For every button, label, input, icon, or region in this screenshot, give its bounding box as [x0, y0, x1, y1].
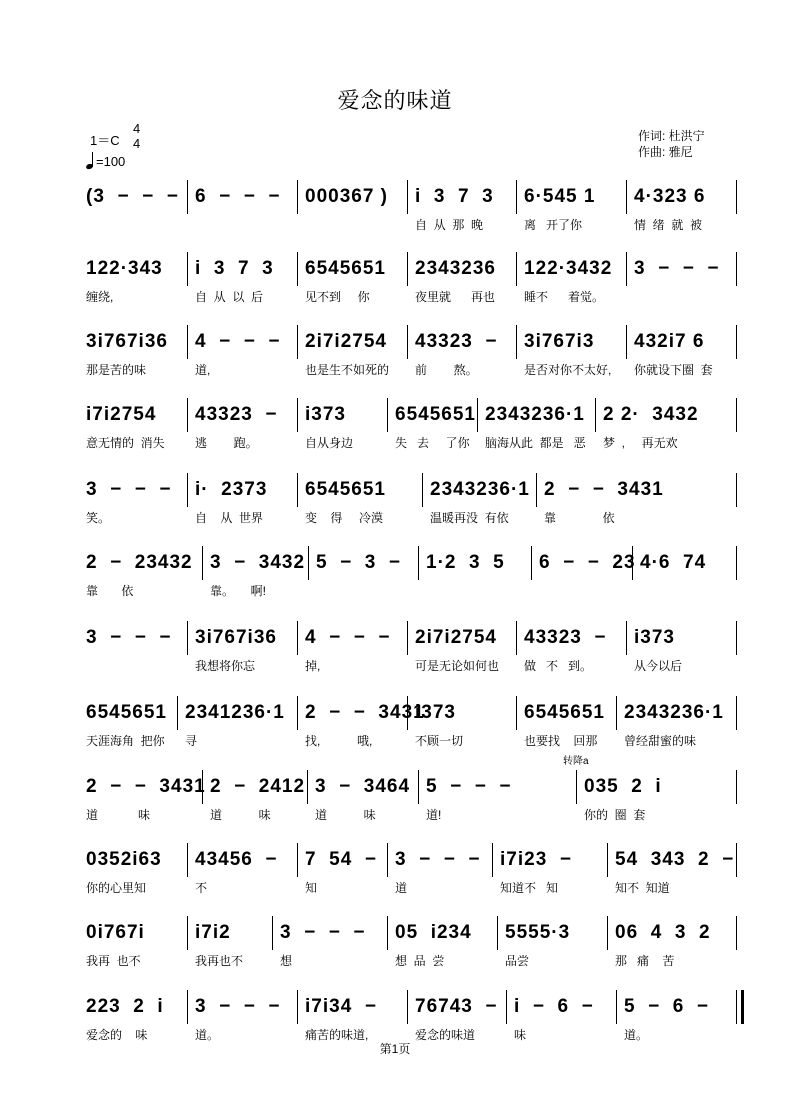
measure-notes: 122·343: [86, 258, 163, 279]
measure-lyrics: 自 从 世界: [195, 511, 264, 525]
measure-lyrics: 靠。 啊!: [210, 584, 267, 598]
tempo-value: =100: [96, 154, 126, 169]
measure-notes: 6545651: [524, 702, 605, 723]
measure-lyrics: 道。: [195, 1028, 220, 1042]
barline: [297, 252, 298, 286]
measure-lyrics: 味: [514, 1028, 527, 1042]
barline: [187, 398, 188, 432]
measure-lyrics: 爱念的 味: [86, 1028, 148, 1042]
measure-lyrics: 前 熬。: [415, 363, 478, 377]
measure-notes: 3 − − −: [86, 479, 172, 500]
measure-notes: 43323 −: [195, 404, 278, 425]
measure-lyrics: 不: [195, 881, 208, 895]
measure-lyrics: 温暖再没 有依: [430, 511, 509, 525]
barline: [187, 843, 188, 877]
barline: [536, 473, 537, 507]
measure-lyrics: 情 绪 就 被: [634, 218, 703, 232]
measure-lyrics: 变 得 冷漠: [305, 511, 384, 525]
barline: [297, 180, 298, 214]
measure-lyrics: 离 开了你: [524, 218, 583, 232]
measure-lyrics: 你的 圈 套: [584, 808, 646, 822]
measure-notes: 000367 ): [305, 186, 389, 207]
measure-lyrics: 是否对你不太好,: [524, 363, 612, 377]
measure-notes: 223 2 i: [86, 996, 164, 1017]
measure-notes: i373: [415, 702, 456, 723]
measure-notes: i7i23 −: [500, 849, 572, 870]
measure-lyrics: 想: [280, 954, 293, 968]
measure-lyrics: 也是生不如死的: [305, 363, 390, 377]
measure-notes: 4·6 74: [640, 552, 707, 573]
barline: [626, 180, 627, 214]
measure-lyrics: 自 从 那 晚: [415, 218, 484, 232]
measure-lyrics: 知: [305, 881, 318, 895]
measure-notes: 6 − − 23: [539, 552, 636, 573]
measure-notes: 6545651: [86, 702, 167, 723]
barline: [418, 770, 419, 804]
measure-notes: i7i2754: [86, 404, 157, 425]
barline: [187, 325, 188, 359]
measure-lyrics: 痛苦的味道,: [305, 1028, 369, 1042]
measure-notes: 2 − − 3431: [544, 479, 664, 500]
measure-notes: 43323 −: [415, 331, 498, 352]
measure-lyrics: 寻: [185, 734, 198, 748]
measure-lyrics: 可是无论如何也: [415, 659, 500, 673]
measure-notes: 3 − 3432: [210, 552, 306, 573]
measure-lyrics: 爱念的味道: [415, 1028, 476, 1042]
barline: [516, 696, 517, 730]
barline: [297, 621, 298, 655]
measure-notes: 5555·3: [505, 922, 571, 943]
song-title: 爱念的味道: [337, 88, 453, 113]
measure-notes: 54 343 2 −: [615, 849, 735, 870]
measure-lyrics: 道 味: [210, 808, 271, 822]
measure-lyrics: 道 味: [86, 808, 151, 822]
measure-notes: i 3 7 3: [195, 258, 274, 279]
measure-notes: 2343236·1: [485, 404, 585, 425]
time-numerator: 4: [133, 121, 141, 136]
measure-lyrics: 我再 也不: [86, 954, 141, 968]
barline: [187, 990, 188, 1024]
measure-notes: 2343236: [415, 258, 496, 279]
time-signature: [133, 121, 140, 151]
barline: [422, 473, 423, 507]
credits: [638, 128, 705, 160]
barline: [418, 546, 419, 580]
measure-notes: 4 − − −: [195, 331, 281, 352]
barline: [736, 621, 737, 655]
measure-lyrics: 意无情的 消失: [86, 436, 165, 450]
measure-notes: 5 − − −: [426, 776, 512, 797]
barline: [626, 325, 627, 359]
barline: [736, 546, 737, 580]
measure-notes: 3 − − −: [395, 849, 481, 870]
measure-lyrics: 做 不 到。: [524, 659, 593, 673]
measure-lyrics: 夜里就 再也: [415, 290, 496, 304]
barline: [308, 546, 309, 580]
measure-notes: 035 2 i: [584, 776, 662, 797]
measure-notes: 2 − 2412: [210, 776, 306, 797]
measure-notes: 43456 −: [195, 849, 278, 870]
measure-lyrics: 那 痛 苦: [615, 954, 675, 968]
barline: [407, 180, 408, 214]
barline: [407, 621, 408, 655]
measure-lyrics: 品尝: [505, 954, 530, 968]
measure-notes: i· 2373: [195, 479, 268, 500]
barline: [187, 180, 188, 214]
measure-lyrics: 你的心里知: [86, 881, 147, 895]
measure-notes: 2 2· 3432: [603, 404, 699, 425]
barline: [607, 843, 608, 877]
measure-lyrics: 缠绕,: [86, 290, 114, 304]
barline: [607, 916, 608, 950]
measure-notes: 6545651: [305, 479, 386, 500]
measure-notes: 05 i234: [395, 922, 472, 943]
barline: [297, 843, 298, 877]
measure-lyrics: 道!: [426, 808, 442, 822]
barline: [387, 916, 388, 950]
barline: [297, 696, 298, 730]
barline: [177, 696, 178, 730]
measure-notes: 4 − − −: [305, 627, 391, 648]
key-signature: 1＝C: [90, 133, 120, 148]
measure-lyrics: 靠 依: [86, 584, 134, 598]
barline: [736, 696, 737, 730]
measure-lyrics: 失 去 了你: [395, 436, 470, 450]
measure-notes: i 3 7 3: [415, 186, 494, 207]
barline: [492, 843, 493, 877]
barline: [531, 546, 532, 580]
measure-lyrics: 道: [395, 881, 408, 895]
measure-lyrics: 我再也不: [195, 954, 244, 968]
measure-lyrics: 笑。: [86, 511, 111, 525]
measure-lyrics: 也要找 回那: [524, 734, 598, 748]
quarter-note-icon: [86, 153, 96, 169]
measure-notes: 3 − − −: [280, 922, 366, 943]
measure-notes: 3 − − −: [195, 996, 281, 1017]
measure-lyrics: 从今以后: [634, 659, 683, 673]
measure-notes: 122·3432: [524, 258, 613, 279]
barline: [387, 843, 388, 877]
barline: [736, 325, 737, 359]
barline: [297, 473, 298, 507]
page-number: 第1页: [379, 1042, 411, 1056]
barline: [187, 916, 188, 950]
barline: [626, 621, 627, 655]
barline: [576, 770, 577, 804]
measure-notes: 43323 −: [524, 627, 607, 648]
barline: [736, 398, 737, 432]
measure-notes: 6545651: [305, 258, 386, 279]
barline: [187, 473, 188, 507]
barline: [516, 252, 517, 286]
barline: [736, 843, 737, 877]
measure-notes: 76743 −: [415, 996, 498, 1017]
barline: [297, 325, 298, 359]
measure-notes: 3 − − −: [634, 258, 720, 279]
barline: [736, 473, 737, 507]
measure-notes: 5 − 3 −: [316, 552, 401, 573]
measure-notes: 1·2 3 5: [426, 552, 505, 573]
barline: [736, 916, 737, 950]
barline: [407, 325, 408, 359]
measure-lyrics: 想 品 尝: [395, 954, 445, 968]
barline: [407, 252, 408, 286]
barline: [506, 990, 507, 1024]
measure-notes: 6·545 1: [524, 186, 596, 207]
barline: [516, 325, 517, 359]
measure-lyrics: 见不到 你: [305, 290, 370, 304]
measure-notes: 2343236·1: [624, 702, 724, 723]
barline: [187, 252, 188, 286]
barline: [297, 398, 298, 432]
measure-lyrics: 道。: [624, 1028, 649, 1042]
barline: [595, 398, 596, 432]
measure-lyrics: 脑海从此 都是 恶: [485, 436, 586, 450]
measure-lyrics: 找, 哦,: [305, 734, 373, 748]
measure-notes: 2i7i2754: [415, 627, 497, 648]
barline: [516, 180, 517, 214]
measure-lyrics: 知道不 知: [500, 881, 559, 895]
measure-lyrics: 道,: [195, 363, 211, 377]
measure-lyrics: 睡不 着觉。: [524, 290, 605, 304]
measure-notes: 3 − − −: [86, 627, 172, 648]
barline: [626, 252, 627, 286]
measure-notes: 6 − − −: [195, 186, 281, 207]
measure-notes: i7i34 −: [305, 996, 377, 1017]
measure-notes: 3i767i36: [195, 627, 277, 648]
barline: [387, 398, 388, 432]
measure-lyrics: 曾经甜蜜的味: [624, 734, 697, 748]
measure-notes: i373: [634, 627, 675, 648]
barline: [407, 990, 408, 1024]
barline: [187, 621, 188, 655]
measure-notes: 06 4 3 2: [615, 922, 711, 943]
lyricist: 作词: 杜洪宁: [638, 129, 705, 143]
measure-notes: 6545651: [395, 404, 476, 425]
measure-notes: 3 − 3464: [315, 776, 411, 797]
measure-notes: i − 6 −: [514, 996, 594, 1017]
time-denominator: 4: [133, 136, 141, 151]
measure-notes: 2 − − 3431: [86, 776, 206, 797]
measure-notes: 0i767i: [86, 922, 145, 943]
measure-notes: 432i7 6: [634, 331, 705, 352]
barline: [477, 398, 478, 432]
barline: [307, 770, 308, 804]
measure-notes: 2 − − 3431: [305, 702, 425, 723]
measure-notes: 4·323 6: [634, 186, 706, 207]
barline: [736, 252, 737, 286]
barline: [272, 916, 273, 950]
measure-lyrics: 自从身边: [305, 436, 354, 450]
measure-notes: 3i767i36: [86, 331, 168, 352]
measure-lyrics: 梦 , 再无欢: [603, 436, 678, 450]
measure-notes: 2i7i2754: [305, 331, 387, 352]
modulation-mark: 转降a: [563, 756, 589, 767]
measure-lyrics: 逃 跑。: [195, 436, 258, 450]
barline: [516, 621, 517, 655]
measure-lyrics: 你就设下圈 套: [634, 363, 713, 377]
measure-notes: 0352i63: [86, 849, 162, 870]
tempo-marking: [86, 153, 125, 169]
barline: [736, 770, 737, 804]
measure-notes: i7i2: [195, 922, 231, 943]
measure-notes: 7 54 −: [305, 849, 377, 870]
measure-lyrics: 自 从 以 后: [195, 290, 264, 304]
measure-lyrics: 靠 依: [544, 511, 615, 525]
barline: [497, 916, 498, 950]
measure-lyrics: 我想将你忘: [195, 659, 256, 673]
measure-lyrics: 掉,: [305, 659, 321, 673]
barline: [616, 990, 617, 1024]
barline: [202, 546, 203, 580]
measure-lyrics: 那是苦的味: [86, 363, 147, 377]
measure-notes: 2 − 23432: [86, 552, 193, 573]
measure-notes: (3 − − −: [86, 186, 179, 207]
barline: [616, 696, 617, 730]
measure-notes: 3i767i3: [524, 331, 595, 352]
measure-lyrics: 天涯海角 把你: [86, 734, 165, 748]
barline: [736, 180, 737, 214]
barline: [297, 990, 298, 1024]
measure-lyrics: 不顾一切: [415, 734, 464, 748]
measure-notes: 2343236·1: [430, 479, 530, 500]
composer: 作曲: 雅尼: [638, 145, 693, 159]
measure-notes: 5 − 6 −: [624, 996, 709, 1017]
measure-lyrics: 知不 知道: [615, 881, 670, 895]
measure-notes: i373: [305, 404, 346, 425]
final-barline: [736, 990, 737, 1024]
measure-lyrics: 道 味: [315, 808, 376, 822]
measure-notes: 2341236·1: [185, 702, 285, 723]
